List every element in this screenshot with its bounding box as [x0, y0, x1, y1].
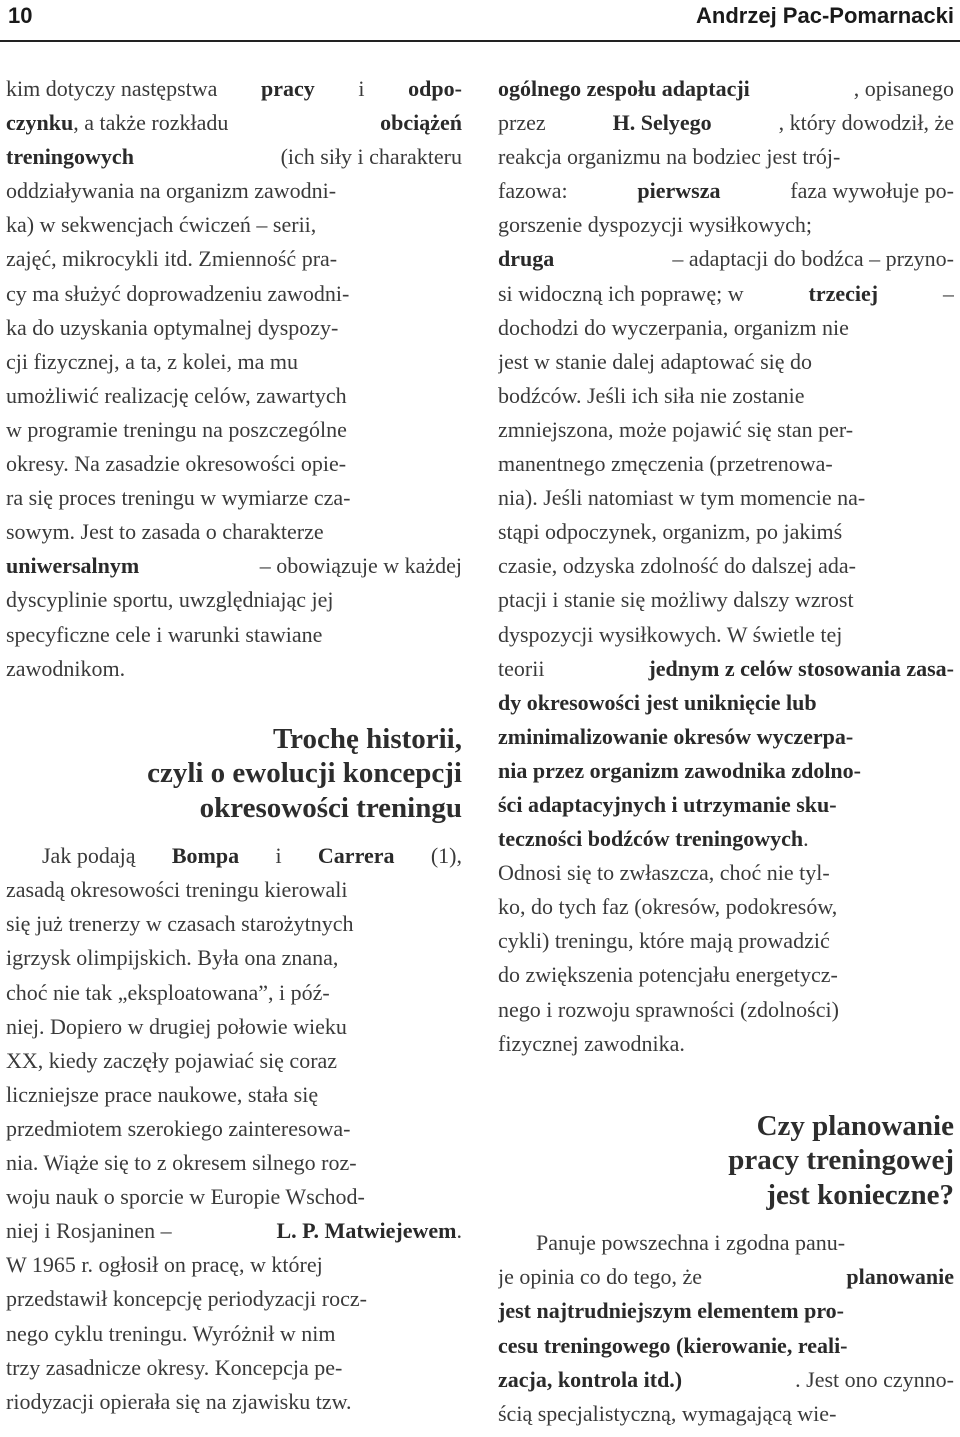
text-line: czynku, a także rozkładu obciążeń [6, 110, 462, 136]
text-line: teorii jednym z celów stosowania zasa- [498, 655, 954, 681]
heading-line: pracy treningowej [728, 1144, 954, 1177]
text-line: cy ma służyć doprowadzeniu zawodni- [6, 280, 350, 306]
text-line: nia przez organizm zawodnika zdolno- [498, 757, 861, 783]
text-line: zminimalizowanie okresów wyczerpa- [498, 723, 854, 749]
running-head-author: Andrzej Pac-Pomarnacki [696, 3, 954, 28]
text-line: treningowych (ich siły i charakteru [6, 144, 462, 170]
text-line: uniwersalnym – obowiązuje w każdej [6, 553, 462, 579]
text-line: igrzysk olimpijskich. Była ona znana, [6, 945, 339, 971]
text-line: trzy zasadnicze okresy. Koncepcja pe- [6, 1354, 343, 1380]
text-line: ka) w sekwencjach ćwiczeń – serii, [6, 212, 317, 238]
text-line: specyficzne cele i warunki stawiane [6, 621, 323, 647]
text-line: druga – adaptacji do bodźca – przyno- [498, 246, 954, 272]
paragraph-history [6, 839, 462, 1419]
text-line: zasadą okresowości treningu kierowali [6, 877, 348, 903]
section-heading-history [6, 722, 462, 826]
section-heading-planning [498, 1109, 954, 1213]
text-line: niej. Dopiero w drugiej połowie wieku [6, 1013, 347, 1039]
text-line: Panuje powszechna i zgodna panu- [536, 1230, 846, 1256]
text-line: Odnosi się to zwłaszcza, choć nie tyl- [498, 860, 830, 886]
text-line: je opinia co do tego, że planowanie [498, 1264, 954, 1290]
text-line: przedmiotem szerokiego zainteresowa- [6, 1115, 351, 1141]
text-line: Jak podają Bompa i Carrera (1), [42, 843, 462, 869]
text-line: niej i Rosjaninen – L. P. Matwiejewem. [6, 1218, 462, 1244]
text-line: ka do uzyskania optymalnej dyspozy- [6, 314, 339, 340]
page-number: 10 [8, 3, 33, 28]
text-line: jest najtrudniejszym elementem pro- [498, 1298, 845, 1324]
text-line: okresy. Na zasadzie okresowości opie- [6, 451, 347, 477]
text-line: bodźców. Jeśli ich siła nie zostanie [498, 382, 805, 408]
text-line: choć nie tak „eksploatowana”, i póź- [6, 979, 330, 1005]
text-line: czasie, odzyska zdolność do dalszej ada- [498, 553, 856, 579]
text-line: liczniejsze prace naukowe, stała się [6, 1081, 319, 1107]
text-line: ko, do tych faz (okresów, podokresów, [498, 894, 838, 920]
text-line: cji fizycznej, a ta, z kolei, ma mu [6, 348, 298, 374]
text-line: zawodnikom. [6, 655, 126, 681]
text-line: nia). Jeśli natomiast w tym momencie na- [498, 485, 866, 511]
text-line: nego cyklu treningu. Wyróżnił w nim [6, 1320, 336, 1346]
text-line: ścią specjalistyczną, wymagającą wie- [498, 1400, 837, 1426]
text-line: si widoczną ich poprawę; w trzeciej – [498, 280, 954, 306]
text-line: zajęć, mikrocykli itd. Zmienność pra- [6, 246, 338, 272]
text-line: fizycznej zawodnika. [498, 1030, 685, 1056]
text-line: nego i rozwoju sprawności (zdolności) [498, 996, 839, 1022]
page-header [0, 0, 960, 34]
text-line: woju nauk o sporcie w Europie Wschod- [6, 1184, 365, 1210]
paragraph-periodization [6, 72, 462, 686]
text-line: riodyzacji opierała się na zjawisku tzw. [6, 1388, 352, 1414]
text-line: ści adaptacyjnych i utrzymanie sku- [498, 791, 837, 817]
text-line: przez H. Selyego , który dowodził, że [498, 110, 954, 136]
text-line: stąpi odpoczynek, organizm, po jakimś [498, 519, 843, 545]
text-line: w programie treningu na poszczególne [6, 416, 347, 442]
text-line: umożliwić realizację celów, zawartych [6, 382, 347, 408]
text-line: cesu treningowego (kierowanie, reali- [498, 1332, 848, 1358]
heading-line: czyli o ewolucji koncepcji [147, 757, 462, 790]
heading-line: Czy planowanie [756, 1109, 954, 1142]
text-line: sowym. Jest to zasada o charakterze [6, 519, 324, 545]
left-column [6, 72, 462, 1419]
text-line: gorszenie dyspozycji wysiłkowych; [498, 212, 813, 238]
text-line: W 1965 r. ogłosił on pracę, w której [6, 1252, 323, 1278]
text-line: ogólnego zespołu adaptacji , opisanego [498, 76, 954, 101]
text-line: ra się proces treningu w wymiarze cza- [6, 485, 351, 511]
text-line: manentnego zmęczenia (przetrenowa- [498, 451, 833, 477]
text-line: dyspozycji wysiłkowych. W świetle tej [498, 621, 843, 647]
text-line: nia. Wiąże się to z okresem silnego roz- [6, 1150, 357, 1176]
text-line: się już trenerzy w czasach starożytnych [6, 911, 354, 937]
text-line: kim dotyczy następstwa pracy i odpo- [6, 76, 462, 101]
heading-line: okresowości treningu [199, 791, 462, 824]
heading-line: jest konieczne? [766, 1178, 954, 1211]
text-line: jest w stanie dalej adaptować się do [498, 348, 813, 374]
text-line: zacja, kontrola itd.) . Jest ono czynno- [498, 1366, 954, 1392]
text-line: reakcja organizmu na bodziec jest trój- [498, 144, 841, 170]
text-line: oddziaływania na organizm zawodni- [6, 178, 337, 204]
text-line: fazowa: pierwsza faza wywołuje po- [498, 178, 954, 204]
text-line: dyscyplinie sportu, uwzględniając jej [6, 587, 334, 613]
text-line: cykli) treningu, które mają prowadzić [498, 928, 830, 954]
paragraph-planning [498, 1226, 954, 1431]
text-line: teczności bodźców treningowych. [498, 826, 809, 852]
paragraph-adaptation [498, 72, 954, 1061]
text-line: przedstawił koncepcję periodyzacji rocz- [6, 1286, 367, 1312]
text-line: dochodzi do wyczerpania, organizm nie [498, 314, 849, 340]
heading-line: Trochę historii, [272, 722, 462, 755]
text-line: dy okresowości jest uniknięcie lub [498, 689, 817, 715]
text-line: XX, kiedy zaczęły pojawiać się coraz [6, 1047, 338, 1073]
right-column [498, 72, 954, 1431]
text-line: zmniejszona, może pojawić się stan per- [498, 416, 854, 442]
header-rule [0, 40, 960, 42]
text-line: do zwiększenia potencjału energetycz- [498, 962, 838, 988]
text-line: ptacji i stanie się możliwy dalszy wzrost [498, 587, 854, 613]
